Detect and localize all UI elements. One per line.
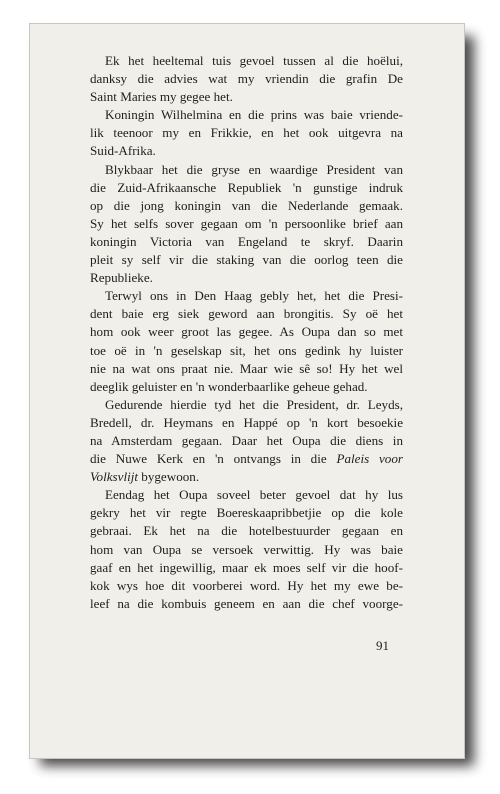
text-line: Bredell, dr. Heymans en Happé op 'n kort besoekie xyxy=(90,414,403,430)
italic-text-segment: Paleis voor xyxy=(336,451,403,467)
text-line: Ek het heeltemal tuis gevoel tussen al die hoëlui, xyxy=(105,53,403,68)
text-line: hom van Oupa se versoek verwittig. Hy was baie xyxy=(90,541,403,557)
text-line: gaaf en het ingewillig, maar ek moes self vir die hoof- xyxy=(90,559,403,575)
book-page xyxy=(30,24,464,758)
text-line: danksy die advies wat my vriendin die grafin De xyxy=(90,71,403,87)
text-line: Eendag het Oupa soveel beter gevoel dat hy lus xyxy=(105,487,403,503)
text-line: Sy het selfs sover gegaan om 'n persoonlike brief aan xyxy=(90,215,403,231)
text-line: Saint Maries my gegee het. xyxy=(90,89,233,105)
text-segment: bygewoon. xyxy=(138,469,200,485)
text-line: dent baie erg siek geword aan brongitis. Sy oë het xyxy=(90,306,403,322)
text-line: gekry het vir regte Boereskaapribbetjie op die kole xyxy=(90,505,403,521)
text-line xyxy=(90,450,403,468)
text-line: na Amsterdam gegaan. Daar het Oupa die diens in xyxy=(90,432,403,448)
text-line: Suid-Afrika. xyxy=(90,143,156,159)
text-line: Koningin Wilhelmina en die prins was baie vriende- xyxy=(105,107,403,123)
text-line: op die jong koningin van die Nederlande gemaak. xyxy=(90,197,403,213)
text-line: leef na die kombuis geneem en aan die chef voorge- xyxy=(90,595,403,611)
text-line xyxy=(90,468,403,486)
text-line: die Zuid-Afrikaansche Republiek 'n gunstige indruk xyxy=(90,179,403,195)
text-line: Republieke. xyxy=(90,270,153,286)
text-line: gebraai. Ek het na die hotelbestuurder gegaan en xyxy=(90,523,403,539)
text-line: lik teenoor my en Frikkie, en het ook uitgevra na xyxy=(90,125,403,141)
text-line: deeglik geluister en 'n wonderbaarlike geheue gehad. xyxy=(90,378,368,394)
text-line: hom ook weer groot las gegee. As Oupa dan so met xyxy=(90,324,403,340)
text-line: Blykbaar het die gryse en waardige President van xyxy=(105,161,403,177)
text-line: kok wys hoe dit voorberei word. Hy het my ewe be- xyxy=(90,577,403,593)
text-line: toe oë in 'n geselskap sit, het ons gedink hy luister xyxy=(90,342,403,358)
text-line: koningin Victoria van Engeland te skryf. Daarin xyxy=(90,233,403,249)
text-line: pleit sy self vir die staking van die oorlog teen die xyxy=(90,252,403,268)
page-number: 91 xyxy=(376,638,389,653)
text-line: Terwyl ons in Den Haag gebly het, het die Presi- xyxy=(105,288,403,304)
text-segment: die Nuwe Kerk en 'n ontvangs in die xyxy=(90,451,337,467)
text-line: Gedurende hierdie tyd het die President, dr. Leyds, xyxy=(105,396,403,412)
text-line: nie na wat ons praat nie. Maar wie sê so! Hy het wel xyxy=(90,360,403,376)
italic-text-segment: Volksvlijt xyxy=(90,469,139,485)
body-text xyxy=(90,52,403,613)
